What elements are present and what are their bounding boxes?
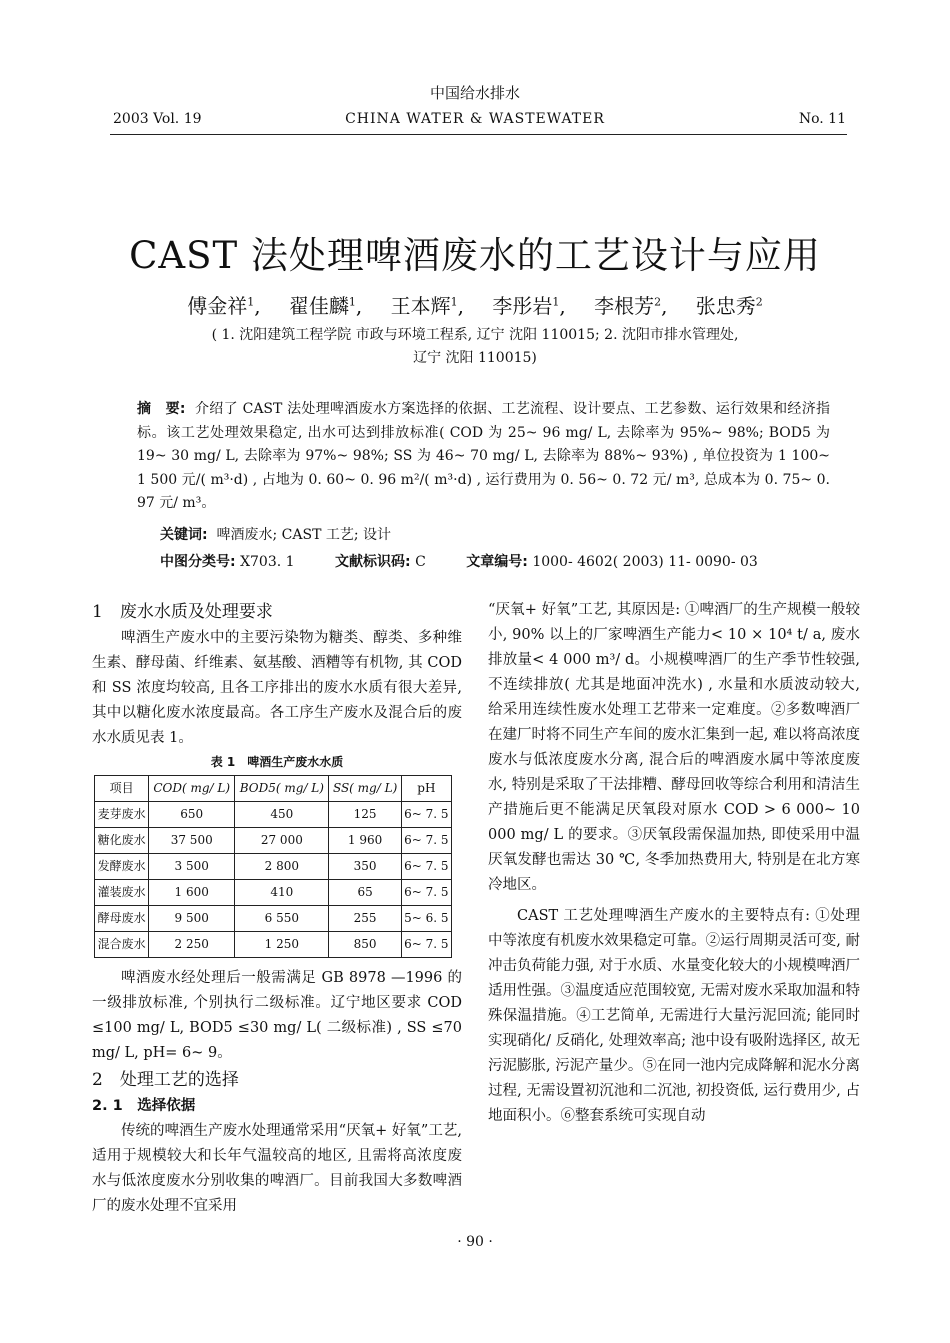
author: 傅金祥$^1$, (187, 294, 261, 318)
table-caption: 表 1 啤酒生产废水水质 (210, 755, 344, 769)
abstract (137, 398, 830, 516)
paragraph: 传统的啤酒生产废水处理通常采用“厌氧+ 好氧”工艺, 适用于规模较大和长年气温较高的地区, 且需将高浓度废水与低浓度废水分别收集的啤酒厂。目前我国大多数啤酒厂的废水处理不宜采用 (92, 1123, 462, 1214)
affiliation: ( 1. 沈阳建筑工程学院 市政与环境工程系, 辽宁 沈阳 110015; 2. 沈阳市排水管理处, 辽宁 沈阳 110015) (211, 327, 739, 366)
table-row: 灌装废水 1 600 410 65 6~ 7. 5 (95, 880, 452, 906)
table-header-row: 项目 COD( mg/ L) BOD5( mg/ L) SS( mg/ L) pH (95, 776, 452, 802)
table-row: 麦芽废水 650 450 125 6~ 7. 5 (95, 802, 452, 828)
author: 张忠秀$^2$ (695, 294, 763, 318)
paragraph: 啤酒废水经处理后一般需满足 GB 8978 —1996 的一级排放标准, 个别执行二级标准。辽宁地区要求 COD ≤100 mg/ L, BOD5 ≤30 mg/ L( 二级标准) , SS ≤70 mg/ L, pH= 6~ 9。 (92, 970, 462, 1061)
volume-label: 2003 Vol. 19 (113, 111, 202, 127)
author: 翟佳麟$^1$, (288, 294, 363, 318)
header-divider (110, 134, 847, 135)
table-row: 发酵废水 3 500 2 800 350 6~ 7. 5 (95, 854, 452, 880)
left-column (92, 598, 462, 1219)
author-list (0, 290, 950, 319)
classification-line: 中图分类号: X703. 1 文献标识码: C 文章编号: 1000- 4602( 2003) 11- 0090- 03 (160, 554, 758, 570)
author: 王本辉$^1$, (390, 294, 464, 318)
keywords: 关键词: 啤酒废水; CAST 工艺; 设计 (160, 527, 392, 543)
article-title: CAST 法处理啤酒废水的工艺设计与应用 (129, 234, 821, 277)
right-column (488, 598, 860, 1129)
abstract-text: 介绍了 CAST 法处理啤酒废水方案选择的依据、工艺流程、设计要点、工艺参数、运行效果和经济指标。该工艺处理效果稳定, 出水可达到排放标准( COD 为 25~ 96 mg/ L, 去除率为 95%~ 98%; BOD5 为 19~ 30 mg/ L, 去除率为 97%~ 98%; SS 为 46~ 70 mg/ L, 去除率为 88%~ 93%) , 单位投资为 1 100~ 1 500 元/( m³·d) , 占地为 0. 60~ 0. 96 m²/( m³·d) , 运行费用为 0. 56~ 0. 72 元/ m³, 总成本为 0. 75~ 0. 97 元/ m³。 (137, 401, 830, 511)
section-heading: 1 废水水质及处理要求 (92, 602, 273, 622)
author: 李彤岩$^1$, (492, 294, 566, 318)
section-heading: 2 处理工艺的选择 (92, 1070, 239, 1090)
table-row: 糖化废水 37 500 27 000 1 960 6~ 7. 5 (95, 828, 452, 854)
journal-name-cn: 中国给水排水 (429, 84, 520, 102)
water-quality-table (94, 775, 452, 958)
author: 李根芳$^2$, (594, 294, 668, 318)
journal-name-en: CHINA WATER & WASTEWATER (345, 111, 605, 127)
table-row: 混合废水 2 250 1 250 850 6~ 7. 5 (95, 932, 452, 958)
table-row: 酵母废水 9 500 6 550 255 5~ 6. 5 (95, 906, 452, 932)
paragraph: 啤酒生产废水中的主要污染物为糖类、醇类、多种维生素、酵母菌、纤维素、氨基酸、酒糟等有机物, 其 COD 和 SS 浓度均较高, 且各工序排出的废水水质有很大差异, 其中以糖化废水浓度最高。各工序生产废水及混合后的废水水质见表 1。 (92, 630, 462, 746)
paragraph: “厌氧+ 好氧”工艺, 其原因是: ①啤酒厂的生产规模一般较小, 90% 以上的厂家啤酒生产能力< 10 × 10⁴ t/ a, 废水排放量< 4 000 m³/ d。小规模啤酒厂的生产季节性较强, 不连续排放( 尤其是地面冲洗水) , 水量和水质波动较大, 给采用连续性废水处理工艺带来一定难度。②多数啤酒厂在建厂时将不同生产车间的废水汇集到一起, 难以将高浓度废水与低浓度废水分离, 混合后的啤酒废水属中等浓度废水, 特别是采取了干法排糟、酵母回收等综合利用和清洁生产措施后更不能满足厌氧段对原水 COD > 6 000~ 10 000 mg/ L 的要求。③厌氧段需保温加热, 即使采用中温厌氧发酵也需达 30 ℃, 冬季加热费用大, 特别是在北方寒冷地区。 (488, 602, 860, 893)
abstract-label: 摘 要: (137, 401, 186, 417)
page-number: · 90 · (457, 1234, 493, 1250)
subsection-heading: 2. 1 选择依据 (92, 1098, 196, 1114)
paragraph: CAST 工艺处理啤酒生产废水的主要特点有: ①处理中等浓度有机废水效果稳定可靠。②运行周期灵活可变, 耐冲击负荷能力强, 对于水质、水量变化较大的小规模啤酒厂适用性强。③温度适应范围较宽, 无需对废水采取加温和特殊保温措施。④工艺简单, 无需进行大量污泥回流; 能同时实现硝化/ 反硝化, 处理效率高; 池中设有吸附选择区, 故无污泥膨胀, 污泥产量少。⑤在同一池内完成降解和泥水分离过程, 无需设置初沉池和二沉池, 初投资低, 运行费用少, 占地面积小。⑥整套系统可实现自动 (488, 908, 860, 1124)
issue-label: No. 11 (798, 111, 846, 127)
